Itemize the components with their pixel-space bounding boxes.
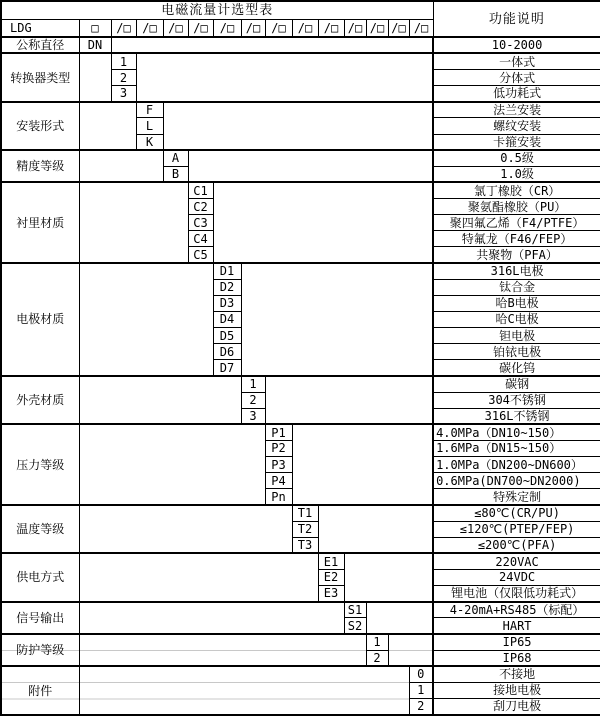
group-label-power-supply: 供电方式 (1, 553, 79, 601)
spacer-right-converter-type (136, 53, 433, 101)
desc-cell-signal-output-1: HART (433, 618, 600, 634)
desc-cell-electrode-material-2: 哈B电极 (433, 295, 600, 311)
desc-cell-converter-type-0: 一体式 (433, 53, 600, 69)
desc-cell-power-supply-0: 220VAC (433, 553, 600, 569)
group-label-installation-type: 安装形式 (1, 102, 79, 150)
desc-cell-pressure-class-3: 0.6MPa(DN700~DN2000) (433, 473, 600, 489)
desc-cell-installation-type-0: 法兰安装 (433, 102, 600, 118)
code-cell-accessories-1: 1 (409, 682, 433, 698)
group-label-converter-type: 转换器类型 (1, 53, 79, 101)
spacer-left-temperature-class (79, 505, 292, 553)
code-cell-electrode-material-D7: D7 (213, 360, 241, 376)
code-cell-liner-material-C1: C1 (188, 182, 213, 198)
code-cell-pressure-class-P2: P2 (265, 440, 292, 456)
desc-cell-electrode-material-4: 钽电极 (433, 328, 600, 344)
code-cell-accuracy-class-B: B (163, 166, 188, 182)
code-cell-converter-type-2: 2 (111, 70, 136, 86)
model-slot-box-12: /□ (388, 19, 409, 37)
desc-cell-installation-type-2: 卡箍安装 (433, 134, 600, 150)
code-cell-pressure-class-P1: P1 (265, 424, 292, 440)
spacer-left-liner-material (79, 182, 188, 263)
desc-cell-pressure-class-0: 4.0MPa（DN10~150） (433, 424, 600, 440)
model-slot-box-2: /□ (136, 19, 163, 37)
spacer-left-pressure-class (79, 424, 265, 505)
spacer-left-installation-type (79, 102, 136, 150)
desc-cell-housing-material-2: 316L不锈钢 (433, 408, 600, 424)
spacer-right-pressure-class (292, 424, 433, 505)
desc-cell-liner-material-0: 氯丁橡胶（CR） (433, 182, 600, 198)
code-cell-nominal-diameter-DN: DN (79, 37, 111, 53)
desc-cell-accessories-0: 不接地 (433, 666, 600, 682)
group-label-temperature-class: 温度等级 (1, 505, 79, 553)
group-label-signal-output: 信号输出 (1, 602, 79, 634)
code-cell-protection-class-1: 1 (366, 634, 388, 650)
code-cell-converter-type-3: 3 (111, 86, 136, 102)
code-cell-signal-output-S2: S2 (344, 618, 366, 634)
code-cell-accessories-2: 2 (409, 698, 433, 715)
code-cell-liner-material-C4: C4 (188, 231, 213, 247)
code-cell-power-supply-E2: E2 (318, 569, 344, 585)
code-cell-housing-material-2: 2 (241, 392, 265, 408)
spacer-right-electrode-material (241, 263, 433, 376)
desc-cell-accuracy-class-0: 0.5级 (433, 150, 600, 166)
spacer-right-liner-material (213, 182, 433, 263)
desc-cell-electrode-material-1: 钛合金 (433, 279, 600, 295)
model-base-box: □ (79, 19, 111, 37)
group-label-nominal-diameter: 公称直径 (1, 37, 79, 53)
desc-cell-power-supply-2: 锂电池（仅限低功耗式） (433, 586, 600, 602)
spacer-left-accessories (79, 666, 409, 715)
group-label-electrode-material: 电极材质 (1, 263, 79, 376)
desc-cell-protection-class-0: IP65 (433, 634, 600, 650)
code-cell-accessories-0: 0 (409, 666, 433, 682)
spacer-right-temperature-class (318, 505, 433, 553)
spacer-left-accuracy-class (79, 150, 163, 182)
code-cell-protection-class-2: 2 (366, 650, 388, 666)
spacer-right-accuracy-class (188, 150, 433, 182)
code-cell-temperature-class-T1: T1 (292, 505, 318, 521)
desc-cell-temperature-class-2: ≤200℃(PFA) (433, 537, 600, 553)
desc-cell-housing-material-0: 碳钢 (433, 376, 600, 392)
spacer-right-power-supply (344, 553, 433, 601)
group-label-accessories: 附件 (1, 666, 79, 715)
model-slot-box-5: /□ (213, 19, 241, 37)
code-cell-electrode-material-D1: D1 (213, 263, 241, 279)
model-slot-box-3: /□ (163, 19, 188, 37)
model-slot-box-4: /□ (188, 19, 213, 37)
desc-cell-accessories-1: 接地电极 (433, 682, 600, 698)
desc-cell-liner-material-3: 特氟龙（F46/FEP） (433, 231, 600, 247)
spacer-right-installation-type (163, 102, 433, 150)
desc-cell-converter-type-2: 低功耗式 (433, 86, 600, 102)
code-cell-electrode-material-D6: D6 (213, 344, 241, 360)
code-cell-power-supply-E3: E3 (318, 586, 344, 602)
desc-cell-pressure-class-2: 1.0MPa（DN200~DN600） (433, 457, 600, 473)
spacer-left-housing-material (79, 376, 241, 424)
code-cell-electrode-material-D5: D5 (213, 328, 241, 344)
model-slot-box-7: /□ (265, 19, 292, 37)
model-slot-box-13: /□ (409, 19, 433, 37)
desc-cell-electrode-material-6: 碳化钨 (433, 360, 600, 376)
desc-cell-electrode-material-3: 哈C电极 (433, 311, 600, 327)
group-label-protection-class: 防护等级 (1, 634, 79, 666)
desc-cell-accuracy-class-1: 1.0级 (433, 166, 600, 182)
spacer-left-signal-output (79, 602, 344, 634)
model-prefix-cell: LDG (1, 19, 79, 37)
group-label-liner-material: 衬里材质 (1, 182, 79, 263)
code-cell-pressure-class-P3: P3 (265, 457, 292, 473)
desc-cell-housing-material-1: 304不锈钢 (433, 392, 600, 408)
model-slot-box-6: /□ (241, 19, 265, 37)
desc-cell-temperature-class-0: ≤80℃(CR/PU) (433, 505, 600, 521)
group-label-housing-material: 外壳材质 (1, 376, 79, 424)
desc-cell-converter-type-1: 分体式 (433, 70, 600, 86)
model-slot-box-8: /□ (292, 19, 318, 37)
model-slot-box-9: /□ (318, 19, 344, 37)
group-label-pressure-class: 压力等级 (1, 424, 79, 505)
code-cell-electrode-material-D4: D4 (213, 311, 241, 327)
desc-cell-temperature-class-1: ≤120℃(PTEP/FEP) (433, 521, 600, 537)
desc-cell-pressure-class-1: 1.6MPa（DN15~150） (433, 440, 600, 456)
code-cell-temperature-class-T2: T2 (292, 521, 318, 537)
spacer-left-protection-class (79, 634, 366, 666)
desc-cell-protection-class-1: IP68 (433, 650, 600, 666)
code-cell-liner-material-C3: C3 (188, 215, 213, 231)
code-cell-converter-type-1: 1 (111, 53, 136, 69)
group-label-accuracy-class: 精度等级 (1, 150, 79, 182)
code-cell-installation-type-F: F (136, 102, 163, 118)
code-cell-accuracy-class-A: A (163, 150, 188, 166)
code-cell-housing-material-1: 1 (241, 376, 265, 392)
code-cell-installation-type-K: K (136, 134, 163, 150)
spacer-left-converter-type (79, 53, 111, 101)
function-column-header: 功能说明 (433, 1, 600, 37)
code-cell-electrode-material-D3: D3 (213, 295, 241, 311)
spacer-right-signal-output (366, 602, 433, 634)
desc-cell-accessories-2: 刮刀电极 (433, 698, 600, 715)
code-cell-electrode-material-D2: D2 (213, 279, 241, 295)
code-cell-installation-type-L: L (136, 118, 163, 134)
desc-cell-nominal-diameter-0: 10-2000 (433, 37, 600, 53)
desc-cell-pressure-class-4: 特殊定制 (433, 489, 600, 505)
table-title: 电磁流量计选型表 (1, 1, 433, 19)
desc-cell-liner-material-4: 共聚物（PFA） (433, 247, 600, 263)
desc-cell-liner-material-2: 聚四氟乙烯（F4/PTFE） (433, 215, 600, 231)
code-cell-temperature-class-T3: T3 (292, 537, 318, 553)
spacer-right-nominal-diameter (111, 37, 433, 53)
code-cell-pressure-class-Pn: Pn (265, 489, 292, 505)
spacer-left-power-supply (79, 553, 318, 601)
code-cell-liner-material-C5: C5 (188, 247, 213, 263)
code-cell-housing-material-3: 3 (241, 408, 265, 424)
desc-cell-electrode-material-5: 铂铱电极 (433, 344, 600, 360)
desc-cell-power-supply-1: 24VDC (433, 569, 600, 585)
code-cell-liner-material-C2: C2 (188, 199, 213, 215)
spacer-right-protection-class (388, 634, 433, 666)
desc-cell-installation-type-1: 螺纹安装 (433, 118, 600, 134)
code-cell-signal-output-S1: S1 (344, 602, 366, 618)
code-cell-pressure-class-P4: P4 (265, 473, 292, 489)
model-slot-box-10: /□ (344, 19, 366, 37)
model-slot-box-11: /□ (366, 19, 388, 37)
desc-cell-signal-output-0: 4-20mA+RS485（标配） (433, 602, 600, 618)
code-cell-power-supply-E1: E1 (318, 553, 344, 569)
desc-cell-liner-material-1: 聚氨酯橡胶（PU） (433, 199, 600, 215)
spacer-right-housing-material (265, 376, 433, 424)
spacer-left-electrode-material (79, 263, 213, 376)
desc-cell-electrode-material-0: 316L电极 (433, 263, 600, 279)
model-slot-box-1: /□ (111, 19, 136, 37)
